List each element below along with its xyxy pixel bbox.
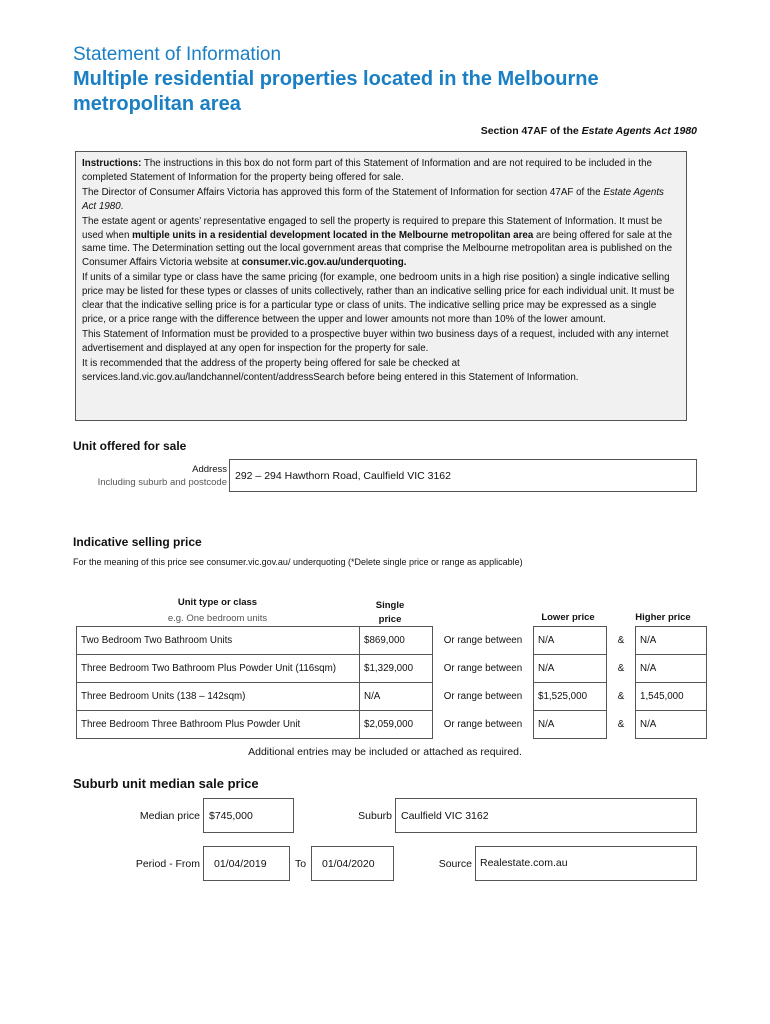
instructions-p2-b: . <box>120 200 124 212</box>
median-title: Suburb unit median sale price <box>73 776 259 791</box>
period-from-field[interactable]: 01/04/2019 <box>203 846 290 881</box>
section-reference <box>481 125 697 137</box>
address-label: Address <box>192 464 227 475</box>
instructions-p3 <box>82 215 680 270</box>
instructions-p4: If units of a similar type or class have the same pricing (for example, one bedroom units in a high rise position) a single indicative selling price may be listed for these types or classes of units collectively, rather than an indicative selling price for each individual unit. It must be clear that the indicative selling price is for a particular type or class of units. The indicative selling price may be expressed as a single price, or a price range with the difference between the upper and lower amounts not more than 10% of the lower amount. <box>82 272 675 325</box>
suburb-field[interactable]: Caulfield VIC 3162 <box>395 798 697 833</box>
instructions-p2-a: The Director of Consumer Affairs Victoria has approved this form of the Statement of Information for section 47AF of the <box>82 187 604 198</box>
lower-price-cell[interactable]: N/A <box>534 655 607 683</box>
unit-type-cell[interactable]: Three Bedroom Three Bathroom Plus Powder Unit <box>77 711 360 739</box>
period-from-label: Period - From <box>135 858 200 870</box>
table-row <box>77 711 707 739</box>
single-price-cell[interactable]: N/A <box>360 683 433 711</box>
additional-entries-note: Additional entries may be included or attached as required. <box>248 746 522 758</box>
table-row <box>77 627 707 655</box>
section-act: Estate Agents Act 1980 <box>581 125 697 137</box>
form-heading: Multiple residential properties located in the Melbourne metropolitan area <box>73 68 599 115</box>
ampersand: & <box>617 663 625 674</box>
higher-price-cell[interactable]: N/A <box>636 655 707 683</box>
form-title: Statement of Information <box>73 44 282 65</box>
source-label: Source <box>438 858 472 870</box>
single-price-cell[interactable]: $1,329,000 <box>360 655 433 683</box>
period-to-label: To <box>295 858 307 870</box>
col-unit-type: Unit type or class <box>177 597 258 608</box>
address-sublabel: Including suburb and postcode <box>97 477 227 488</box>
range-label: Or range between <box>443 691 523 702</box>
instructions-p3-b: are being offered for sale at the same time. The Determination setting out the local government areas that comprise the Melbourne metropolitan area is published on the Consumer Affairs Victoria website at <box>82 229 673 269</box>
instructions-p6: It is recommended that the address of the property being offered for sale be checked at services.land.vic.gov.au/landchannel/content/addressSearch before being entered in this Statement of Information. <box>82 357 579 383</box>
instructions-p3-a: The estate agent or agents’ representative engaged to sell the property is required to prepare this Statement of Information. It must be used when <box>82 216 663 241</box>
instructions-label: Instructions: <box>82 158 142 169</box>
table-row <box>77 683 707 711</box>
range-label: Or range between <box>443 719 523 730</box>
higher-price-cell[interactable]: 1,545,000 <box>636 683 707 711</box>
unit-offered-title: Unit offered for sale <box>73 439 187 453</box>
underquoting-link[interactable]: consumer.vic.gov.au/underquoting. <box>241 257 407 269</box>
table-row <box>77 655 707 683</box>
col-unit-type-eg: e.g. One bedroom units <box>167 613 268 624</box>
col-higher: Higher price <box>635 612 691 623</box>
period-to-field[interactable]: 01/04/2020 <box>311 846 394 881</box>
ampersand: & <box>617 719 625 730</box>
source-field[interactable]: Realestate.com.au <box>475 846 697 881</box>
instructions-p3-bold: multiple units in a residential development located in the Melbourne metropolitan area <box>132 229 534 241</box>
address-field[interactable]: 292 – 294 Hawthorn Road, Caulfield VIC 3162 <box>229 459 697 492</box>
instructions-p2 <box>82 186 680 213</box>
unit-price-table <box>76 626 707 739</box>
single-price-cell[interactable]: $2,059,000 <box>360 711 433 739</box>
ampersand: & <box>617 691 625 702</box>
indicative-title: Indicative selling price <box>73 535 202 549</box>
unit-type-cell[interactable]: Three Bedroom Units (138 – 142sqm) <box>77 683 360 711</box>
instructions-p5: This Statement of Information must be provided to a prospective buyer within two business days of a request, included with any internet advertisement and displayed at any open for inspection for the property for sale. <box>82 328 669 354</box>
lower-price-cell[interactable]: N/A <box>534 711 607 739</box>
ampersand: & <box>617 635 625 646</box>
higher-price-cell[interactable]: N/A <box>636 627 707 655</box>
instructions-box <box>75 151 687 421</box>
instructions-p1 <box>82 157 680 184</box>
range-label: Or range between <box>443 635 523 646</box>
median-price-label: Median price <box>139 810 200 822</box>
higher-price-cell[interactable]: N/A <box>636 711 707 739</box>
col-single-1: Single <box>375 600 405 611</box>
col-lower: Lower price <box>541 612 595 623</box>
section-prefix: Section 47AF of the <box>480 125 582 137</box>
instructions-p2-act: Estate Agents Act 1980 <box>82 187 664 212</box>
lower-price-cell[interactable]: N/A <box>534 627 607 655</box>
single-price-cell[interactable]: $869,000 <box>360 627 433 655</box>
unit-type-cell[interactable]: Three Bedroom Two Bathroom Plus Powder Unit (116sqm) <box>77 655 360 683</box>
indicative-note: For the meaning of this price see consumer.vic.gov.au/ underquoting (*Delete single price or range as applicable) <box>73 557 523 567</box>
unit-type-cell[interactable]: Two Bedroom Two Bathroom Units <box>77 627 360 655</box>
col-single-2: price <box>378 614 402 625</box>
range-label: Or range between <box>443 663 523 674</box>
median-price-field[interactable]: $745,000 <box>203 798 294 833</box>
suburb-label: Suburb <box>358 810 392 822</box>
instructions-p1-text: The instructions in this box do not form part of this Statement of Information and are not required to be included in the completed Statement of Information for the property being offered for sale. <box>82 158 652 183</box>
lower-price-cell[interactable]: $1,525,000 <box>534 683 607 711</box>
